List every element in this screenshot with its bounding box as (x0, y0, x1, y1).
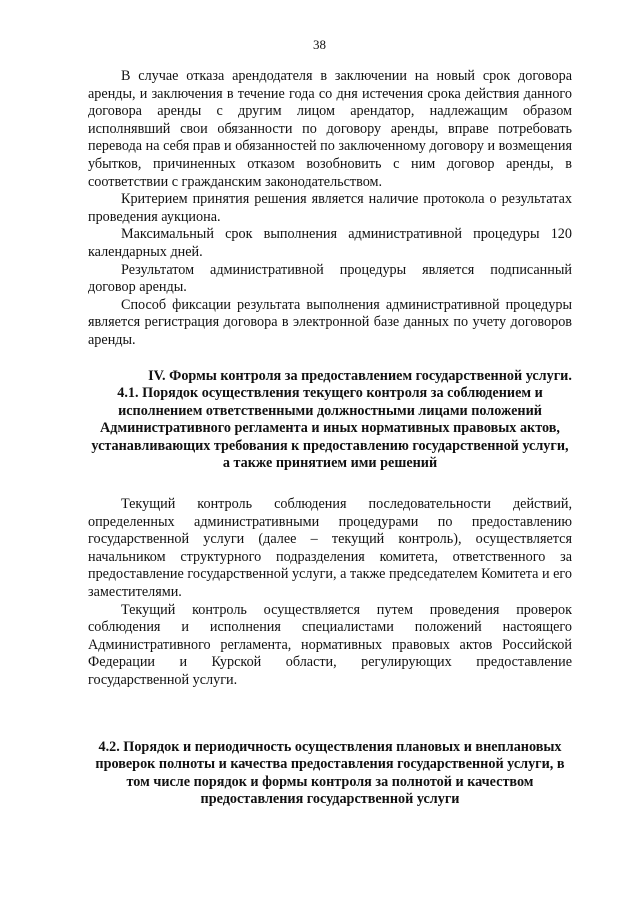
spacer (88, 690, 572, 739)
section-4-2-heading: 4.2. Порядок и периодичность осуществления плановых и внеплановых проверок полноты и качества предоставления государственной услуги, в том числе порядок и формы контроля за полнотой и качеством предоставления государственной услуги (95, 738, 565, 808)
spacer (88, 473, 572, 496)
paragraph-max-duration: Максимальный срок выполнения административной процедуры 120 календарных дней. (88, 226, 572, 260)
paragraph-procedure-result: Результатом административной процедуры является подписанный договор аренды. (88, 261, 572, 296)
document-body (88, 68, 572, 809)
paragraph-decision-criterion: Критерием принятия решения является наличие протокола о результатах проведения аукциона. (88, 191, 572, 225)
page-number: 38 (313, 37, 326, 52)
section-4-heading: IV. Формы контроля за предоставлением государственной услуги. (148, 367, 572, 384)
paragraph-result-recording: Способ фиксации результата выполнения административной процедуры является регистрация договора в электронной базе данных по учету договоров аренды. (88, 296, 572, 348)
paragraph-control-inspections: Текущий контроль осуществляется путем проведения проверок соблюдения и исполнения специалистами положений настоящего Административного регламента, нормативных правовых актов Российской Федерации и Курской области, регулирующих предоставление государственной услуги. (88, 601, 572, 688)
paragraph-lease-renewal: В случае отказа арендодателя в заключении на новый срок договора аренды, и заключения в течение года со дня истечения срока действия данного договора аренды с другим лицом арендатор, надлежащим образом исполнявший свои обязанности по договору аренды, вправе потребовать перевода на себя прав и обязанностей по заключенному договору и возмещения убытков, причиненных отказом возобновить с ним договор аренды, в соответствии с гражданским законодательством. (88, 68, 572, 190)
paragraph-current-control: Текущий контроль соблюдения последовательности действий, определенных административными процедурами по предоставлению государственной услуги (далее – текущий контроль), осуществляется начальником структурного подразделения комитета, ответственного за предоставление государственной услуги, а также председателем Комитета и его заместителями. (88, 496, 572, 601)
section-4-1-heading: 4.1. Порядок осуществления текущего контроля за соблюдением и исполнением ответственными должностными лицами положений Административного регламента и иных нормативных правовых актов, устанавливающих требования к предоставлению государственной услуги, а также принятием ими решений (91, 385, 569, 472)
